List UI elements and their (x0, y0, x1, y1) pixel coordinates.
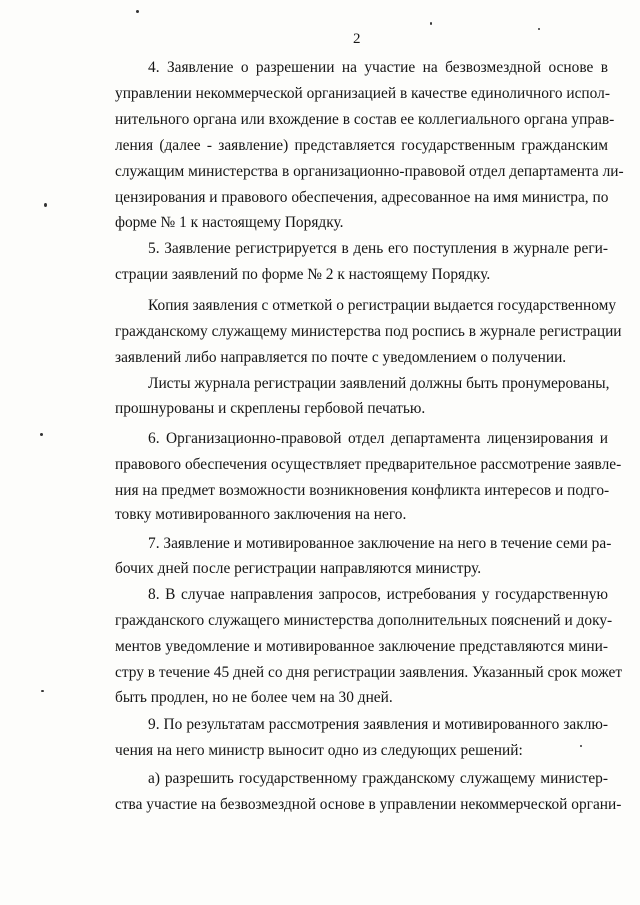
paragraph-copy-line: заявлений либо направляется по почте с уведомлением о получении. (115, 349, 567, 366)
paragraph-8-line: ментов уведомление и мотивированное заключение представляются мини- (115, 638, 608, 655)
paragraph-journal-line: прошнурованы и скреплены гербовой печатью. (115, 400, 426, 417)
paragraph-4-line: управлении некоммерческой организацией в качестве единоличного испол- (115, 85, 610, 102)
paragraph-9-line: чения на него министр выносит одно из следующих решений: (115, 742, 523, 759)
subparagraph-a-line: а) разрешить государственному гражданскому служащему министер- (148, 770, 608, 787)
paragraph-8-line: 8. В случае направления запросов, истребования у государственную (148, 586, 608, 603)
paragraph-6-line: правового обеспечения осуществляет предварительное рассмотрение заявле- (115, 456, 622, 473)
paragraph-7-line: 7. Заявление и мотивированное заключение на него в течение семи ра- (148, 535, 612, 552)
paragraph-4-line: ления (далее - заявление) представляется государственным гражданским (115, 137, 608, 154)
paragraph-4-line: нительного органа или вхождение в состав ее коллегиального органа управ- (115, 111, 615, 128)
paragraph-journal-line: Листы журнала регистрации заявлений должны быть пронумерованы, (148, 375, 610, 392)
scan-speck (580, 745, 582, 747)
paragraph-4-line: цензирования и правового обеспечения, адресованное на имя министра, по (115, 189, 609, 206)
subparagraph-a-line: ства участие на безвозмездной основе в управлении некоммерческой органи- (115, 796, 622, 813)
page-number: 2 (353, 31, 361, 47)
scan-speck (44, 203, 47, 207)
paragraph-6-line: 6. Организационно-правовой отдел департамента лицензирования и (148, 430, 608, 447)
scan-speck (136, 10, 139, 13)
scan-speck (538, 28, 540, 30)
paragraph-8-line: стру в течение 45 дней со дня регистрации заявления. Указанный срок может (115, 664, 623, 681)
paragraph-6-line: товку мотивированного заключения на него. (115, 506, 407, 523)
scan-speck (430, 22, 432, 25)
scan-speck (41, 690, 44, 692)
paragraph-4-line: 4. Заявление о разрешении на участие на безвозмездной основе в (148, 59, 608, 76)
paragraph-copy-line: гражданскому служащему министерства под роспись в журнале регистрации (115, 323, 622, 340)
paragraph-5-line: 5. Заявление регистрируется в день его поступления в журнале реги- (148, 240, 608, 257)
paragraph-6-line: ния на предмет возможности возникновения конфликта интересов и подго- (115, 482, 610, 499)
paragraph-8-line: гражданского служащего министерства дополнительных пояснений и доку- (115, 612, 613, 629)
scan-speck (40, 433, 43, 436)
paragraph-4-line: служащим министерства в организационно-правовой отдел департамента ли- (115, 163, 624, 180)
paragraph-4-line: форме № 1 к настоящему Порядку. (115, 214, 344, 231)
paragraph-9-line: 9. По результатам рассмотрения заявления и мотивированного заклю- (148, 716, 608, 733)
paragraph-copy-line: Копия заявления с отметкой о регистрации выдается государственному (148, 297, 617, 314)
paragraph-8-line: быть продлен, но не более чем на 30 дней. (115, 689, 393, 706)
paragraph-7-line: бочих дней после регистрации направляются министру. (115, 560, 482, 577)
paragraph-5-line: страции заявлений по форме № 2 к настоящему Порядку. (115, 266, 491, 283)
